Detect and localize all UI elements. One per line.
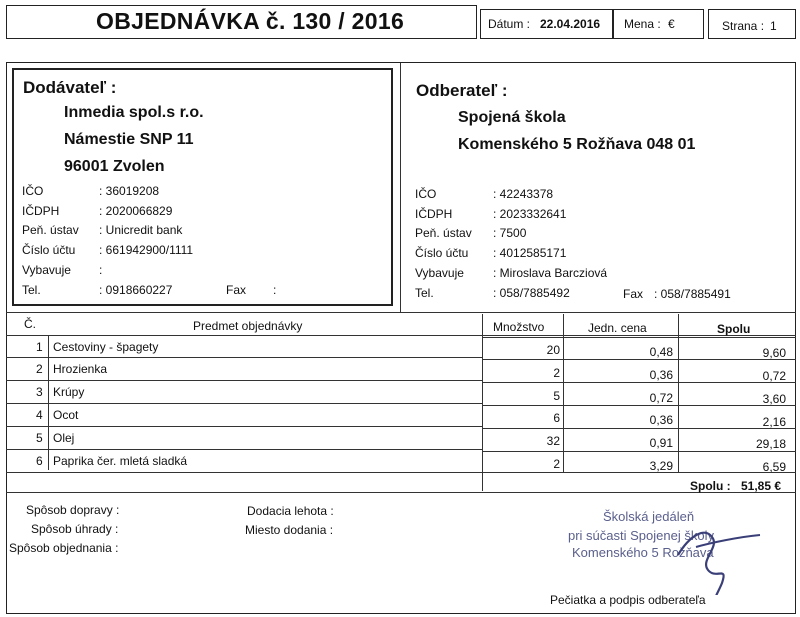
date-label: Dátum : xyxy=(488,17,531,31)
supplier-ico-value: : 36019208 xyxy=(99,184,160,198)
col-header-item: Predmet objednávky xyxy=(193,319,303,333)
row-total: 0,72 xyxy=(762,369,786,383)
customer-tel-value: : 058/7885492 xyxy=(493,286,570,300)
value-grid-line xyxy=(482,337,796,338)
supplier-icdph-value: : 2020066829 xyxy=(99,204,173,218)
currency-value: € xyxy=(668,17,675,31)
supplier-fax-label: Fax xyxy=(226,283,247,297)
row-qty: 32 xyxy=(546,434,560,448)
row-total: 6,59 xyxy=(762,460,786,474)
row-item: Hrozienka xyxy=(53,362,108,376)
supplier-street: Námestie SNP 11 xyxy=(64,131,194,148)
signature xyxy=(650,515,770,595)
value-grid-line xyxy=(482,451,796,452)
customer-heading: Odberateľ : xyxy=(416,81,508,100)
row-separator xyxy=(6,426,482,427)
row-total: 9,60 xyxy=(762,346,786,360)
row-number: 1 xyxy=(36,340,43,354)
row-number: 5 xyxy=(36,431,43,445)
sum-label: Spolu : xyxy=(690,479,731,493)
page-value: 1 xyxy=(770,19,777,33)
row-item: Ocot xyxy=(53,408,79,422)
row-qty: 2 xyxy=(553,366,560,380)
customer-ico-label: IČO xyxy=(415,187,437,201)
sum-value: 51,85 € xyxy=(741,479,782,493)
stamp-line-1: Školská jedáleň xyxy=(603,509,695,524)
col-header-no: Č. xyxy=(24,317,36,331)
row-total: 3,60 xyxy=(762,392,786,406)
supplier-heading: Dodávateľ : xyxy=(23,78,117,97)
col-header-unit: Jedn. cena xyxy=(588,321,647,335)
table-top-line xyxy=(6,312,796,313)
row-unit-price: 0,91 xyxy=(649,436,673,450)
payment-label: Spôsob úhrady : xyxy=(31,522,119,536)
row-number: 6 xyxy=(36,454,43,468)
delivery-time-label: Dodacia lehota : xyxy=(247,504,334,518)
value-grid-line xyxy=(482,405,796,406)
row-item: Krúpy xyxy=(53,385,85,399)
row-number: 3 xyxy=(36,385,43,399)
row-number: 4 xyxy=(36,408,43,422)
row-unit-price: 0,36 xyxy=(649,368,673,382)
currency-label: Mena : xyxy=(624,17,661,31)
row-separator xyxy=(6,449,482,450)
customer-fax-label: Fax xyxy=(623,287,644,301)
supplier-fax-value: : xyxy=(273,283,277,297)
value-grid-line xyxy=(482,382,796,383)
customer-account-label: Číslo účtu xyxy=(415,246,469,260)
col-header-qty: Množstvo xyxy=(493,320,545,334)
delivery-place-label: Miesto dodania : xyxy=(245,523,334,537)
customer-name: Spojená škola xyxy=(458,109,566,126)
customer-icdph-label: IČDPH xyxy=(415,207,453,221)
supplier-account-label: Číslo účtu xyxy=(22,243,76,257)
customer-tel-label: Tel. xyxy=(415,286,434,300)
parties-divider xyxy=(400,63,401,312)
supplier-name: Inmedia spol.s r.o. xyxy=(64,104,204,121)
supplier-tel-label: Tel. xyxy=(22,283,41,297)
row-qty: 5 xyxy=(553,389,560,403)
supplier-tel-value: : 0918660227 xyxy=(99,283,173,297)
transport-label: Spôsob dopravy : xyxy=(26,503,120,517)
row-separator xyxy=(6,357,482,358)
order-method-label: Spôsob objednania : xyxy=(9,541,119,555)
row-item: Cestoviny - špagety xyxy=(53,340,159,354)
row-qty: 6 xyxy=(553,411,560,425)
date-value: 22.04.2016 xyxy=(540,17,601,31)
customer-bank-label: Peň. ústav xyxy=(415,226,472,240)
supplier-bank-value: : Unicredit bank xyxy=(99,223,183,237)
signature-label: Pečiatka a podpis odberateľa xyxy=(550,593,706,607)
supplier-contact-label: Vybavuje xyxy=(22,263,71,277)
row-unit-price: 0,36 xyxy=(649,413,673,427)
customer-bank-value: : 7500 xyxy=(493,226,527,240)
row-qty: 20 xyxy=(546,343,560,357)
sum-line xyxy=(6,492,796,493)
col-header-total: Spolu xyxy=(717,322,751,336)
row-item: Paprika čer. mletá sladká xyxy=(53,454,188,468)
supplier-account-value: : 661942900/1111 xyxy=(99,243,194,257)
supplier-city: 96001 Zvolen xyxy=(64,158,165,175)
row-total: 2,16 xyxy=(762,415,786,429)
supplier-icdph-label: IČDPH xyxy=(22,204,60,218)
value-grid-line xyxy=(482,359,796,360)
supplier-contact-value: : xyxy=(99,263,103,277)
page-label: Strana : xyxy=(722,19,765,33)
customer-contact-label: Vybavuje xyxy=(415,266,464,280)
customer-contact-value: : Miroslava Barcziová xyxy=(493,266,608,280)
customer-account-value: : 4012585171 xyxy=(493,246,567,260)
row-unit-price: 0,48 xyxy=(649,345,673,359)
supplier-ico-label: IČO xyxy=(22,184,44,198)
row-separator xyxy=(6,403,482,404)
table-col-line-2 xyxy=(482,314,483,491)
stamp-line-3: Komenského 5 Rožňava xyxy=(572,545,714,560)
supplier-bank-label: Peň. ústav xyxy=(22,223,79,237)
row-separator xyxy=(6,380,482,381)
customer-fax-value: : 058/7885491 xyxy=(654,287,731,301)
row-unit-price: 0,72 xyxy=(649,391,673,405)
row-unit-price: 3,29 xyxy=(649,459,673,473)
customer-address: Komenského 5 Rožňava 048 01 xyxy=(458,136,696,153)
page-title: OBJEDNÁVKA č. 130 / 2016 xyxy=(96,8,405,34)
customer-icdph-value: : 2023332641 xyxy=(493,207,567,221)
table-bottom-line xyxy=(6,472,796,473)
stamp-line-2: pri súčasti Spojenej školy xyxy=(568,528,714,543)
row-number: 2 xyxy=(36,362,43,376)
row-item: Olej xyxy=(53,431,75,445)
value-grid-line xyxy=(482,428,796,429)
row-qty: 2 xyxy=(553,457,560,471)
row-total: 29,18 xyxy=(755,437,786,451)
customer-ico-value: : 42243378 xyxy=(493,187,554,201)
